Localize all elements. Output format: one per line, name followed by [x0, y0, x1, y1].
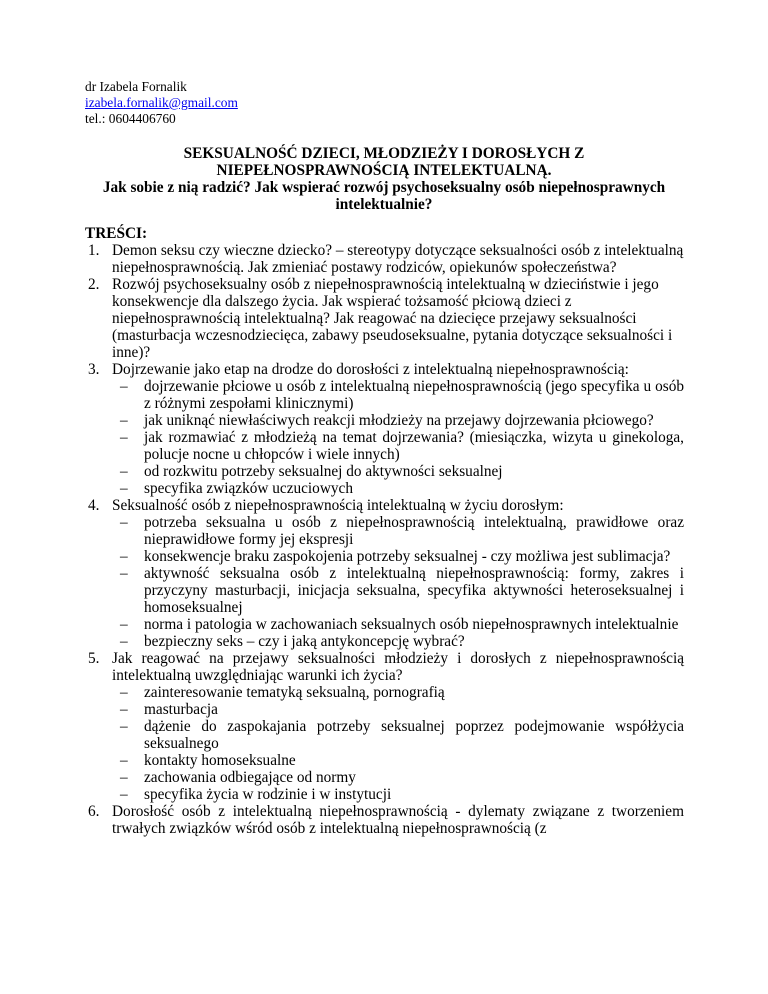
- dash-bullet: –: [120, 378, 128, 395]
- dash-bullet: –: [120, 786, 128, 803]
- sub-item: [112, 565, 684, 616]
- sub-item-text: bezpieczny seks – czy i jaką antykoncepcję wybrać?: [144, 633, 465, 650]
- author-name: dr Izabela Fornalik: [85, 79, 187, 94]
- dash-bullet: –: [120, 633, 128, 650]
- sub-item: [112, 514, 684, 548]
- author-header: [85, 79, 238, 127]
- item-text: Rozwój psychoseksualny osób z niepełnosprawnością intelektualną w dzieciństwie i jego konsekwencje dla dalszego życia. Jak wspierać tożsamość płciową dzieci z niepełnosprawnością intelektualną? Jak reagować na dziecięce przejawy seksualności (masturbacja wczesnodziecięca, zabawy pseudoseksualne, pytania dotyczące seksualności i inne)?: [112, 276, 673, 361]
- dash-bullet: –: [120, 701, 128, 718]
- list-item: [88, 650, 684, 803]
- list-item: [88, 803, 684, 837]
- sub-item-text: kontakty homoseksualne: [144, 752, 296, 769]
- sub-item-text: dążenie do zaspokajania potrzeby seksualnej poprzez podejmowanie współżycia seksualnego: [144, 718, 684, 752]
- item-number: 4.: [88, 497, 100, 514]
- sub-item-text: aktywność seksualna osób z intelektualną niepełnosprawnością: formy, zakres i przyczyny masturbacji, inicjacja seksualna, specyfika aktywności heteroseksualnej i homoseksualnej: [144, 565, 684, 616]
- item-text: Dorosłość osób z intelektualną niepełnosprawnością - dylematy związane z tworzeniem trwałych związków wśród osób z intelektualną niepełnosprawnością (z: [112, 803, 684, 837]
- sub-item: [112, 378, 684, 412]
- sub-item-text: jak uniknąć niewłaściwych reakcji młodzieży na przejawy dojrzewania płciowego?: [144, 412, 654, 429]
- sub-item-text: zachowania odbiegające od normy: [144, 769, 356, 786]
- sub-item-text: specyfika związków uczuciowych: [144, 480, 353, 497]
- sub-item: [112, 786, 684, 803]
- item-number: 5.: [88, 650, 100, 667]
- dash-bullet: –: [120, 752, 128, 769]
- list-item: [88, 242, 684, 276]
- item-number: 3.: [88, 361, 100, 378]
- sub-item: [112, 701, 684, 718]
- item-text: Dojrzewanie jako etap na drodze do dorosłości z intelektualną niepełnosprawnością:: [112, 361, 629, 378]
- sub-item-text: masturbacja: [144, 701, 218, 718]
- title-line-1: SEKSUALNOŚĆ DZIECI, MŁODZIEŻY I DOROSŁYCH Z: [183, 145, 585, 162]
- sub-item-text: konsekwencje braku zaspokojenia potrzeby seksualnej - czy możliwa jest sublimacja?: [144, 548, 671, 565]
- list-item: [88, 497, 684, 650]
- dash-bullet: –: [120, 684, 128, 701]
- contents-list: [88, 242, 684, 837]
- item-text: Jak reagować na przejawy seksualności młodzieży i dorosłych z niepełnosprawnością intelektualną uwzględniając warunki ich życia?: [112, 650, 684, 684]
- sub-item: [112, 633, 684, 650]
- title-line-2: NIEPEŁNOSPRAWNOŚCIĄ INTELEKTUALNĄ.: [216, 162, 552, 179]
- dash-bullet: –: [120, 514, 128, 531]
- sub-item: [112, 769, 684, 786]
- section-heading: TREŚCI:: [85, 225, 148, 242]
- sub-item-text: od rozkwitu potrzeby seksualnej do aktywności seksualnej: [144, 463, 503, 480]
- dash-bullet: –: [120, 412, 128, 429]
- sub-item: [112, 480, 684, 497]
- sub-item-text: dojrzewanie płciowe u osób z intelektualną niepełnosprawnością (jego specyfika u osób z różnymi zespołami klinicznymi): [144, 378, 684, 412]
- item-text: Seksualność osób z niepełnosprawnością intelektualną w życiu dorosłym:: [112, 497, 564, 514]
- sub-item: [112, 616, 684, 633]
- dash-bullet: –: [120, 548, 128, 565]
- sub-item: [112, 718, 684, 752]
- title-subtitle: Jak sobie z nią radzić? Jak wspierać rozwój psychoseksualny osób niepełnosprawnych intelektualnie?: [102, 179, 666, 213]
- dash-bullet: –: [120, 463, 128, 480]
- sub-item-text: potrzeba seksualna u osób z niepełnosprawnością intelektualną, prawidłowe oraz nieprawidłowe formy jej ekspresji: [144, 514, 684, 548]
- dash-bullet: –: [120, 616, 128, 633]
- sub-item: [112, 684, 684, 701]
- document-title: [70, 145, 698, 213]
- list-item: [88, 361, 684, 497]
- sub-item-text: specyfika życia w rodzinie i w instytucji: [144, 786, 392, 803]
- item-number: 1.: [88, 242, 100, 259]
- sub-item: [112, 463, 684, 480]
- item-number: 2.: [88, 276, 100, 293]
- dash-bullet: –: [120, 480, 128, 497]
- sub-item-text: jak rozmawiać z młodzieżą na temat dojrzewania? (miesiączka, wizyta u ginekologa, polucje nocne u chłopców i wiele innych): [144, 429, 684, 463]
- author-email-link[interactable]: izabela.fornalik@gmail.com: [85, 95, 238, 110]
- sub-item: [112, 429, 684, 463]
- item-text: Demon seksu czy wieczne dziecko? – stereotypy dotyczące seksualności osób z intelektualną niepełnosprawnością. Jak zmieniać postawy rodziców, opiekunów społeczeństwa?: [112, 242, 684, 276]
- dash-bullet: –: [120, 769, 128, 786]
- sub-item: [112, 752, 684, 769]
- list-item: [88, 276, 684, 361]
- item-number: 6.: [88, 803, 100, 820]
- sub-item-text: norma i patologia w zachowaniach seksualnych osób niepełnosprawnych intelektualnie: [144, 616, 679, 633]
- sub-item: [112, 548, 684, 565]
- dash-bullet: –: [120, 565, 128, 582]
- sub-item-text: zainteresowanie tematyką seksualną, pornografią: [144, 684, 445, 701]
- sub-item: [112, 412, 684, 429]
- dash-bullet: –: [120, 429, 128, 446]
- dash-bullet: –: [120, 718, 128, 735]
- author-phone: tel.: 0604406760: [85, 111, 176, 126]
